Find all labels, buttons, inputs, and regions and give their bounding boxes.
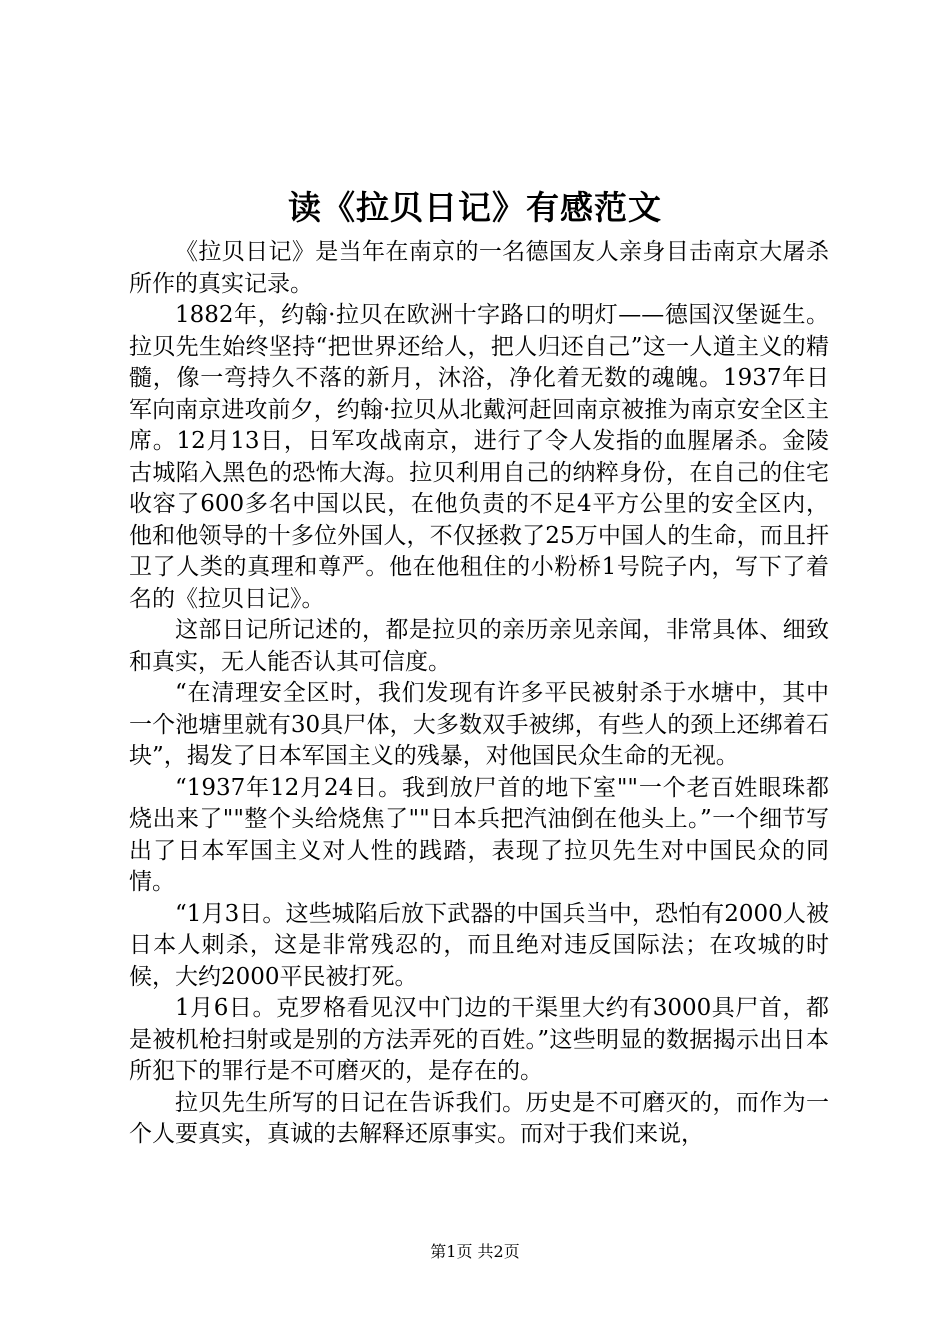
- paragraph: “在清理安全区时，我们发现有许多平民被射杀于水塘中，其中一个池塘里就有30具尸体，大多数双手被绑，有些人的颈上还绑着石块”，揭发了日本军国主义的残暴，对他国民众生命的无视。: [129, 680, 829, 769]
- paragraph: 1月6日。克罗格看见汉中门边的干渠里大约有3000具尸首，都是被机枪扫射或是别的方法弄死的百姓。”这些明显的数据揭示出日本所犯下的罪行是不可磨灭的，是存在的。: [129, 995, 829, 1084]
- paragraph: 1882年，约翰·拉贝在欧洲十字路口的明灯——德国汉堡诞生。拉贝先生始终坚持“把世界还给人，把人归还自己”这一人道主义的精髓，像一弯持久不落的新月，沐浴，净化着无数的魂魄。1937年日军向南京进攻前夕，约翰·拉贝从北戴河赶回南京被推为南京安全区主席。12月13日，日军攻战南京，进行了令人发指的血腥屠杀。金陵古城陷入黑色的恐怖大海。拉贝利用自己的纳粹身份，在自己的住宅收容了600多名中国以民，在他负责的不足4平方公里的安全区内，他和他领导的十多位外国人，不仅拯救了25万中国人的生命，而且扞卫了人类的真理和尊严。他在他租住的小粉桥1号院子内，写下了着名的《拉贝日记》。: [129, 302, 829, 612]
- paragraph: 这部日记所记述的，都是拉贝的亲历亲见亲闻，非常具体、细致和真实，无人能否认其可信度。: [129, 617, 829, 675]
- paragraph: “1937年12月24日。我到放尸首的地下室""一个老百姓眼珠都烧出来了""整个头给烧焦了""日本兵把汽油倒在他头上。”一个细节写出了日本军国主义对人性的践踏，表现了拉贝先生对中国民众的同情。: [129, 774, 829, 895]
- paragraph: “1月3日。这些城陷后放下武器的中国兵当中，恐怕有2000人被日本人刺杀，这是非常残忍的，而且绝对违反国际法；在攻城的时候，大约2000平民被打死。: [129, 900, 829, 990]
- document-title: 读《拉贝日记》有感范文: [288, 188, 662, 227]
- document-body: [129, 237, 829, 1151]
- paragraph: 拉贝先生所写的日记在告诉我们。历史是不可磨灭的，而作为一个人要真实，真诚的去解释还原事实。而对于我们来说，: [129, 1089, 829, 1147]
- page-number-footer: 第1页 共2页: [430, 1242, 520, 1261]
- paragraph: 《拉贝日记》是当年在南京的一名德国友人亲身目击南京大屠杀所作的真实记录。: [129, 239, 829, 297]
